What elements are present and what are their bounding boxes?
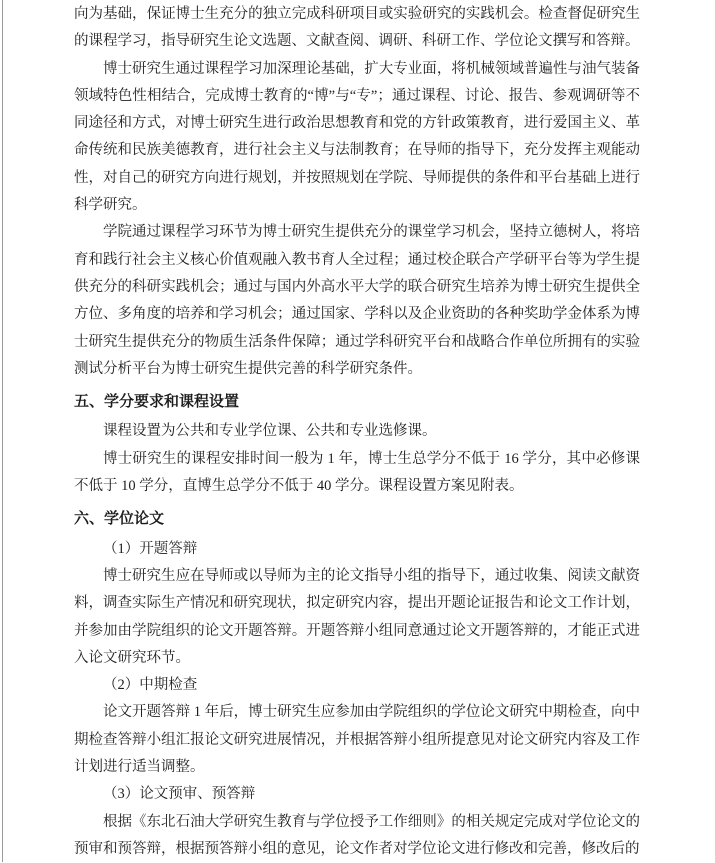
paragraph: （2）中期检查: [103, 677, 198, 694]
page-edge-line: [2, 0, 3, 862]
paragraph: 论文开题答辩 1 年后，博士研究生应参加由学院组织的学位论文研究中期检查，向中期检查答辩小组汇报论文研究进展情况，并根据答辩小组所提意见对论文研究内容及工作计划进行适当调整。: [74, 704, 640, 776]
paragraph: 向为基础，保证博士生充分的独立完成科研项目或实验研究的实践机会。检查督促研究生的课程学习，指导研究生论文选题、文献查阅、调研、科研工作、学位论文撰写和答辩。: [74, 6, 640, 50]
paragraph: （1）开题答辩: [103, 540, 198, 557]
paragraph: 学院通过课程学习环节为博士研究生提供充分的课堂学习机会，坚持立德树人，将培育和践行社会主义核心价值观融入教书育人全过程；通过校企联合产学研平台等为学生提供充分的科研实践机会；通过与国内外高水平大学的联合研究生培养为博士研究生提供全方位、多角度的培养和学习机会；通过国家、学科以及企业资助的各种奖助学金体系为博士研究生提供充分的物质生活条件保障；通过学科研究平台和战略合作单位所拥有的实验测试分析平台为博士研究生提供完善的科学研究条件。: [74, 224, 640, 377]
paragraph: 根据《东北石油大学研究生教育与学位授予工作细则》的相关规定完成对学位论文的预审和预答辩，根据预答辩小组的意见，论文作者对学位论文进行修改和完善，修改后的: [74, 813, 640, 857]
paragraph: 博士研究生的课程安排时间一般为 1 年，博士生总学分不低于 16 学分，其中必修课不低于 10 学分，直博生总学分不低于 40 学分。课程设置方案见附表。: [74, 450, 640, 495]
document-content: [74, 1, 640, 863]
paragraph: 博士研究生通过课程学习加深理论基础，扩大专业面，将机械领域普遍性与油气装备领域特色性相结合，完成博士教育的“博”与“专”；通过课程、讨论、报告、参观调研等不同途径和方式，对博士研究生进行政治思想教育和党的方针政策教育，进行爱国主义、革命传统和民族美德教育，进行社会主义与法制教育；在导师的指导下，充分发挥主观能动性，对自己的研究方向进行规划，并按照规划在学院、导师提供的条件和平台基础上进行科学研究。: [74, 60, 640, 214]
paragraph: 课程设置为公共和专业学位课、公共和专业选修课。: [103, 423, 437, 440]
section-heading: 五、学分要求和课程设置: [74, 394, 240, 411]
section-heading: 六、学位论文: [74, 511, 165, 528]
paragraph: （3）论文预审、预答辩: [103, 786, 256, 803]
paragraph: 博士研究生应在导师或以导师为主的论文指导小组的指导下，通过收集、阅读文献资料，调查实际生产情况和研究现状，拟定研究内容，提出开题论证报告和论文工作计划，并参加由学院组织的论文开题答辩。开题答辩小组同意通过论文开题答辩的，才能正式进入论文研究环节。: [74, 567, 640, 666]
